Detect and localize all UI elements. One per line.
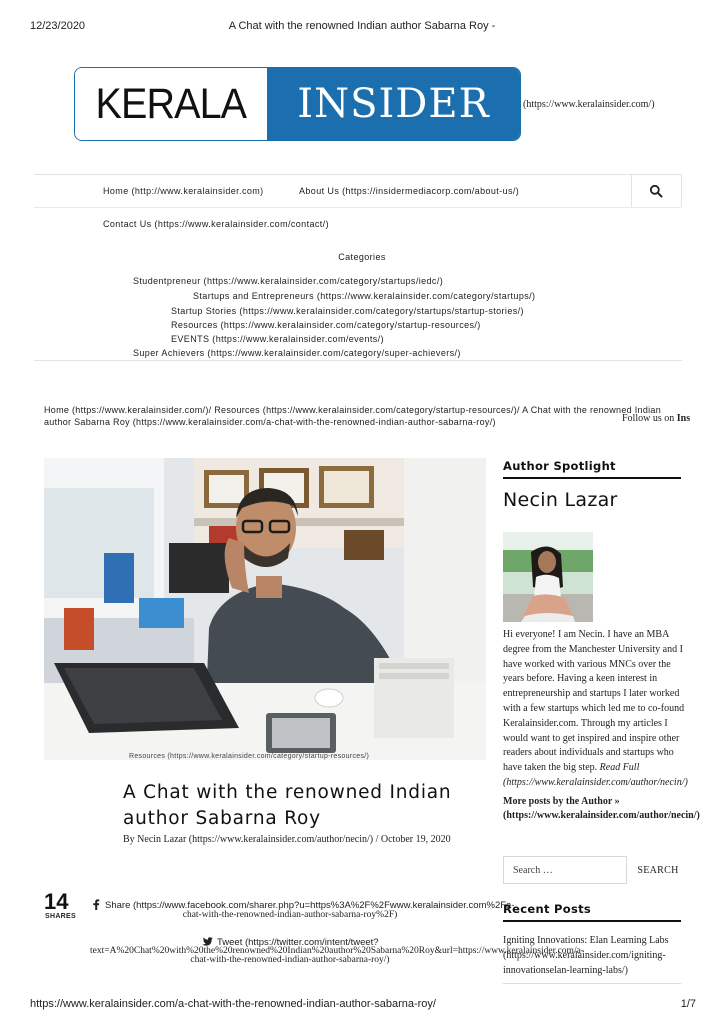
facebook-icon <box>92 899 100 910</box>
nav-category-super-achievers[interactable]: Super Achievers (https://www.keralainsider.com/category/super-achievers/) <box>133 348 461 358</box>
print-date: 12/23/2020 <box>30 20 86 32</box>
recent-post-url-cont: innovationselan-learning-labs/) <box>503 965 628 976</box>
share-count-label: SHARES <box>45 913 76 920</box>
search-button[interactable]: SEARCH <box>633 856 683 884</box>
article-byline[interactable]: By Necin Lazar (https://www.keralainsider.com/author/necin/) / October 19, 2020 <box>123 834 451 845</box>
search-icon[interactable] <box>649 184 663 198</box>
article-hero-image <box>44 458 486 760</box>
recent-post-divider <box>503 983 681 984</box>
twitter-share-link-cont[interactable]: text=A%20Chat%20with%20the%20renowned%20Indian%20author%20Sabarna%20Roy&url=https://www.keralainsider.com/a- <box>90 946 584 956</box>
breadcrumb[interactable]: Home (https://www.keralainsider.com/)/ Resources (https://www.keralainsider.com/category/startup-resources/)/ A Chat with the renowned Indian author Sabarna Roy (https://www.keralainsider.com/a-chat-with-the-renowned-indian-author-sabarna-roy/) <box>44 405 662 427</box>
hero-category-label[interactable]: Resources (https://www.keralainsider.com/category/startup-resources/) <box>129 753 370 760</box>
author-bio-text: Hi everyone! I am Necin. I have an MBA degree from the Manchester University and I have worked with various MNCs over the years before. Having a keen interest in entrepreneurship and startups I later worked with a few startups which led me to co-found Keralainsider.com. Through my articles I would want to get inspired and inspire other readers about individuals and startups who have taken the big step. <box>503 629 685 774</box>
author-spotlight-rule <box>503 477 681 479</box>
follow-network: Ins <box>676 413 691 424</box>
nav-divider <box>34 207 682 208</box>
logo-right-panel <box>267 68 520 140</box>
print-footer-url: https://www.keralainsider.com/a-chat-with-the-renowned-indian-author-sabarna-roy/ <box>30 998 436 1010</box>
nav-category-studentpreneur[interactable]: Studentpreneur (https://www.keralainsider.com/category/startups/iedc/) <box>133 276 444 286</box>
recent-posts-heading: Recent Posts <box>503 902 592 916</box>
nav-contact-us[interactable]: Contact Us (https://www.keralainsider.com/contact/) <box>103 219 329 229</box>
more-posts-label: More posts by the Author » <box>503 796 620 807</box>
site-logo[interactable] <box>74 67 521 141</box>
nav-divider <box>681 174 682 207</box>
nav-home[interactable]: Home (http://www.keralainsider.com) <box>103 186 264 196</box>
twitter-share-link-end[interactable]: chat-with-the-renowned-indian-author-sabarna-roy/) <box>190 955 390 965</box>
author-photo-illustration <box>503 532 593 622</box>
follow-us-text[interactable] <box>622 413 690 424</box>
nav-category-startups-entrepreneurs[interactable]: Startups and Entrepreneurs (https://www.keralainsider.com/category/startups/) <box>193 291 536 301</box>
logo-link-url[interactable]: (https://www.keralainsider.com/) <box>523 99 655 110</box>
nav-categories[interactable]: Categories <box>338 252 386 262</box>
nav-category-resources[interactable]: Resources (https://www.keralainsider.com/category/startup-resources/) <box>171 320 481 330</box>
recent-post-url: (https://www.keralainsider.com/igniting- <box>503 950 666 961</box>
twitter-share-link[interactable]: Tweet (https://twitter.com/intent/tweet? <box>217 937 379 948</box>
author-bio <box>503 628 688 791</box>
nav-divider <box>631 174 632 207</box>
print-page-number: 1/7 <box>680 998 696 1010</box>
hero-illustration <box>44 458 486 760</box>
author-avatar[interactable] <box>503 532 593 622</box>
recent-post-title: Igniting Innovations: Elan Learning Labs <box>503 935 669 946</box>
recent-post-item[interactable] <box>503 933 723 978</box>
nav-category-events[interactable]: EVENTS (https://www.keralainsider.com/events/) <box>171 334 384 344</box>
share-count: 14 <box>44 889 69 914</box>
read-full-link[interactable]: Read Full (https://www.keralainsider.com/author/necin/) <box>503 762 688 788</box>
article-title: A Chat with the renowned Indian author Sabarna Roy <box>123 782 452 829</box>
recent-posts-rule <box>503 920 681 922</box>
facebook-share-link[interactable]: Share (https://www.facebook.com/sharer.php?u=https%3A%2F%2Fwww.keralainsider.com%2Fa- <box>105 900 515 911</box>
nav-category-startup-stories[interactable]: Startup Stories (https://www.keralainsider.com/category/startups/startup-stories/) <box>171 306 524 316</box>
logo-word-insider: INSIDER <box>297 81 490 127</box>
author-name: Necin Lazar <box>503 489 618 511</box>
nav-about-us[interactable]: About Us (https://insidermediacorp.com/about-us/) <box>299 186 520 196</box>
more-posts-link[interactable] <box>503 795 713 823</box>
follow-prefix: Follow us on <box>622 413 677 424</box>
search-input[interactable] <box>503 856 627 884</box>
logo-left-panel <box>75 68 267 140</box>
logo-word-kerala: KERALA <box>95 79 247 128</box>
facebook-share-link-cont[interactable]: chat-with-the-renowned-indian-author-sabarna-roy%2F) <box>182 910 398 920</box>
print-page-title: A Chat with the renowned Indian author Sabarna Roy - <box>228 20 496 32</box>
main-navigation <box>34 174 682 361</box>
more-posts-url: (https://www.keralainsider.com/author/necin/) <box>503 810 700 821</box>
author-spotlight-heading: Author Spotlight <box>503 459 616 473</box>
